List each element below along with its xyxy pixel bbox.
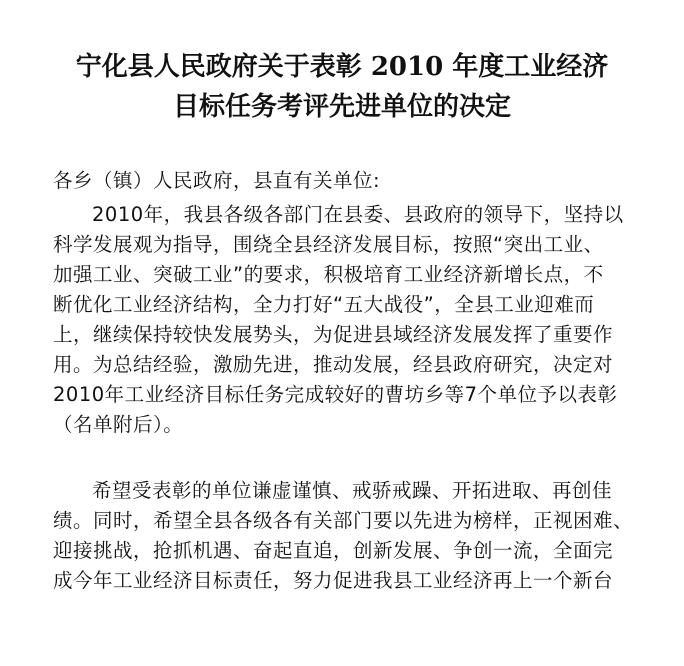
salutation: 各乡（镇）人民政府，县直有关单位: — [53, 169, 381, 192]
paragraph-1-line: 加强工业、突破工业”的要求，积极培育工业经济新增长点，不 — [53, 263, 604, 286]
document-title-line-1: 宁化县人民政府关于表彰 2010 年度工业经济 — [75, 52, 609, 82]
paragraph-1-line: 科学发展观为指导，围绕全县经济发展目标，按照“突出工业、 — [53, 233, 604, 256]
paragraph-1-line: 用。为总结经验，激励先进，推动发展，经县政府研究，决定对 — [53, 353, 614, 376]
paragraph-1-line: 2010年工业经济目标任务完成较好的曹坊乡等7个单位予以表彰 — [53, 383, 618, 406]
paragraph-2-line: 绩。同时，希望全县各级各有关部门要以先进为榜样，正视困难、 — [53, 509, 634, 532]
paragraph-1-line: （名单附后）。 — [53, 413, 184, 436]
paragraph-1-line: 断优化工业经济结构，全力打好“五大战役”，全县工业迎难而 — [53, 293, 595, 316]
paragraph-2-line: 成今年工业经济目标责任，努力促进我县工业经济再上一个新台 — [53, 569, 614, 592]
paragraph-1-line: 上，继续保持较快发展势头，为促进县域经济发展发挥了重要作 — [53, 323, 614, 346]
paragraph-2-line: 希望受表彰的单位谦虚谨慎、戒骄戒躁、开拓进取、再创佳 — [92, 479, 613, 502]
document-title-line-2: 目标任务考评先进单位的决定 — [172, 92, 511, 122]
paragraph-1 — [53, 200, 663, 440]
paragraph-2-line: 迎接挑战，抢抓机遇、奋起直追，创新发展、争创一流，全面完 — [53, 539, 614, 562]
paragraph-2 — [53, 476, 663, 596]
paragraph-1-line: 2010年，我县各级各部门在县委、县政府的领导下，坚持以 — [92, 203, 624, 226]
